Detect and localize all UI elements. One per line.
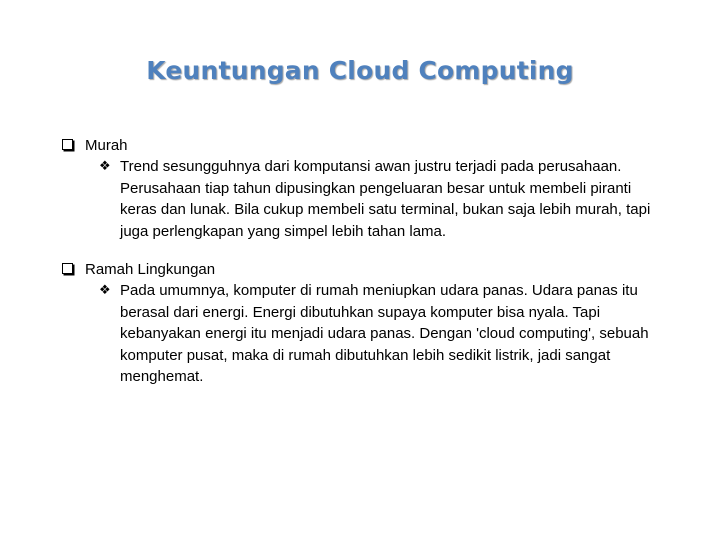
section-heading — [62, 136, 662, 156]
square-bullet-icon — [62, 139, 73, 150]
section-heading-label: Murah — [85, 137, 128, 154]
section-ramah-lingkungan — [62, 260, 662, 388]
square-bullet-icon — [62, 263, 73, 274]
bullet-item — [99, 280, 665, 388]
section-murah — [62, 136, 662, 242]
section-heading — [62, 260, 662, 280]
diamond-bullet-icon: ❖ — [99, 159, 111, 174]
slide-content — [62, 136, 662, 406]
bullet-item-text: Pada umumnya, komputer di rumah meniupkan udara panas. Udara panas itu berasal dari energi. Energi dibutuhkan supaya komputer bisa nyala. Tapi kebanyakan energi itu menjadi udara panas. Dengan 'cloud computing', sebuah komputer pusat, maka di rumah dibutuhkan lebih sedikit listrik, jadi sangat menghemat. — [120, 282, 649, 385]
slide-title: Keuntungan Cloud Computing — [146, 56, 574, 85]
section-heading-label: Ramah Lingkungan — [85, 261, 216, 278]
diamond-bullet-icon: ❖ — [99, 283, 111, 298]
bullet-item — [99, 156, 665, 242]
bullet-item-text: Trend sesungguhnya dari komputansi awan justru terjadi pada perusahaan. Perusahaan tiap tahun dipusingkan pengeluaran besar untuk membeli piranti keras dan lunak. Bila cukup membeli satu terminal, bukan saja lebih murah, tapi juga perlengkapan yang simpel lebih tahan lama. — [120, 158, 651, 240]
